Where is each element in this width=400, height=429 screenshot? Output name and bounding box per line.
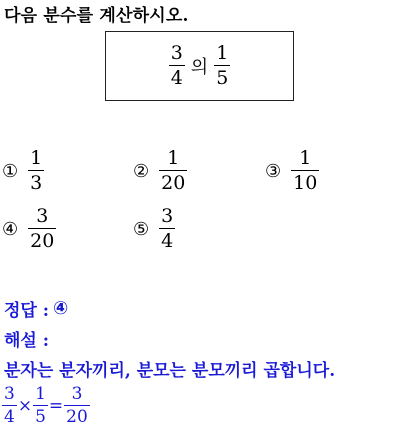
- explanation-label: 해설 :: [4, 331, 50, 351]
- fraction-bar: [64, 405, 90, 406]
- fraction-bar: [169, 65, 185, 66]
- fraction-bar: [33, 405, 48, 406]
- answer-label: 정답 :: [4, 301, 50, 321]
- denominator: 4: [170, 67, 183, 89]
- problem-fraction-right: [214, 44, 230, 88]
- numerator: 3: [4, 384, 15, 404]
- numerator: 1: [167, 147, 180, 169]
- choice-marker: ③: [265, 160, 282, 182]
- formula-fraction-a: [2, 386, 17, 426]
- choice-marker: ①: [2, 160, 19, 182]
- numerator: 1: [35, 384, 46, 404]
- answer-value: ④: [53, 298, 69, 319]
- choice-5[interactable]: [133, 207, 175, 251]
- choice-fraction: [28, 149, 44, 193]
- choice-4[interactable]: [2, 207, 56, 251]
- denominator: 20: [161, 172, 186, 194]
- formula-fraction-b: [33, 386, 48, 426]
- choice-fraction: [159, 207, 175, 251]
- choice-fraction: [159, 149, 187, 193]
- fraction-bar: [291, 170, 319, 171]
- denominator: 5: [216, 67, 229, 89]
- choice-fraction: [291, 149, 319, 193]
- numerator: 3: [71, 384, 83, 404]
- formula-fraction-result: [64, 386, 90, 426]
- numerator: 1: [30, 147, 43, 169]
- fraction-bar: [2, 405, 17, 406]
- explanation-formula: [2, 386, 90, 426]
- choice-fraction: [28, 207, 56, 251]
- choice-1[interactable]: [2, 149, 44, 193]
- problem-word-of: 의: [190, 57, 209, 78]
- denominator: 3: [30, 172, 43, 194]
- denominator: 4: [4, 407, 15, 427]
- equals-operator: =: [48, 396, 64, 416]
- numerator: 1: [299, 147, 312, 169]
- choice-2[interactable]: [133, 149, 187, 193]
- problem-box: [105, 31, 294, 101]
- numerator: 1: [216, 42, 229, 64]
- denominator: 4: [161, 230, 174, 252]
- numerator: 3: [36, 205, 49, 227]
- choice-marker: ⑤: [133, 218, 150, 240]
- explanation-text: 분자는 분자끼리, 분모는 분모끼리 곱합니다.: [4, 361, 336, 381]
- numerator: 3: [170, 42, 183, 64]
- numerator: 3: [161, 205, 174, 227]
- denominator: 5: [35, 407, 46, 427]
- fraction-bar: [159, 228, 175, 229]
- problem-fraction-left: [169, 44, 185, 88]
- question-instruction: 다음 분수를 계산하시오.: [4, 6, 189, 26]
- choice-3[interactable]: [265, 149, 319, 193]
- denominator: 10: [293, 172, 318, 194]
- fraction-bar: [28, 228, 56, 229]
- fraction-bar: [214, 65, 230, 66]
- fraction-bar: [28, 170, 44, 171]
- times-operator: ×: [17, 396, 33, 416]
- answer-row: [4, 296, 68, 321]
- denominator: 20: [66, 407, 88, 427]
- choice-marker: ④: [2, 218, 19, 240]
- fraction-bar: [159, 170, 187, 171]
- choice-marker: ②: [133, 160, 150, 182]
- denominator: 20: [30, 230, 55, 252]
